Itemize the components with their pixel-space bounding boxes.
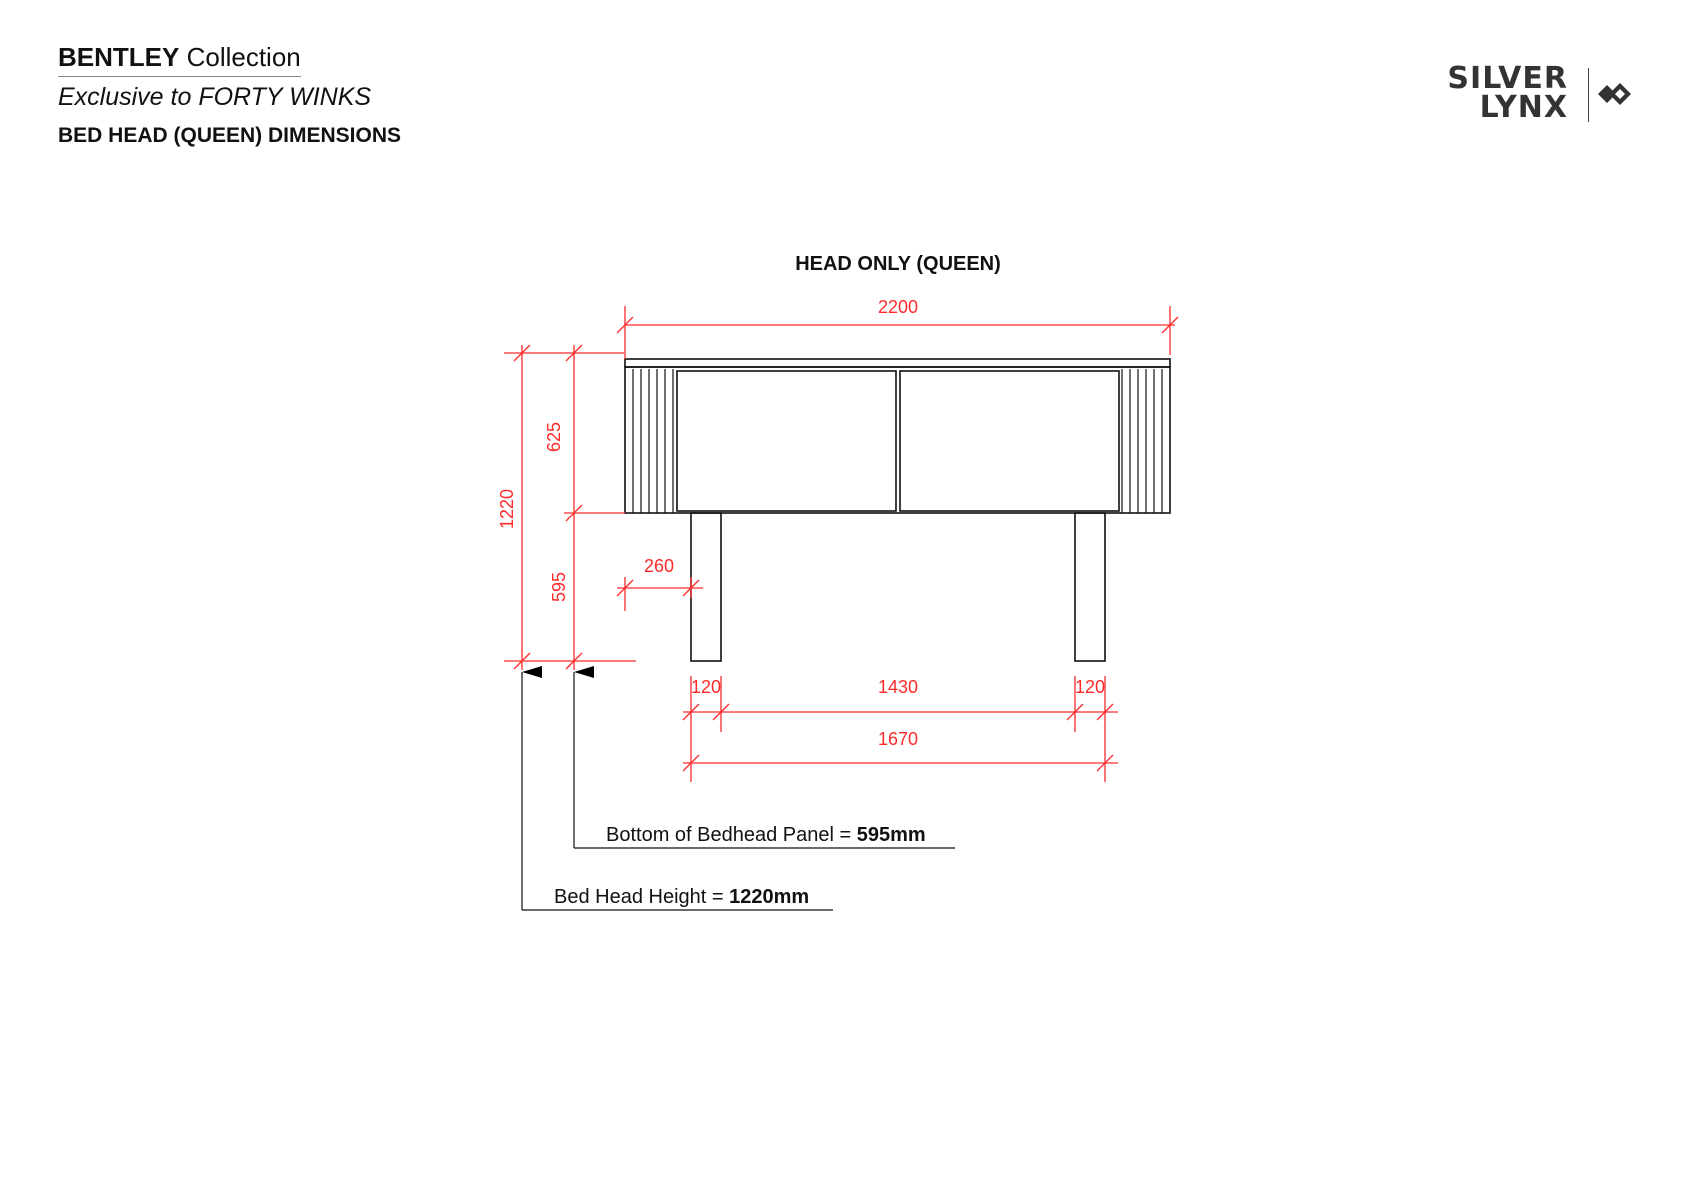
dimension-lines	[504, 306, 1178, 782]
dim-leg-width-right: 120	[1074, 677, 1106, 697]
callout-bedhead-height: Bed Head Height = 1220mm	[554, 886, 810, 908]
bedhead-outline	[625, 359, 1170, 661]
leg-right	[1075, 513, 1105, 661]
headboard-panel	[625, 367, 1170, 513]
top-cap	[625, 359, 1170, 367]
section-title: BED HEAD (QUEEN) DIMENSIONS	[58, 124, 402, 147]
upholstered-pad-left	[677, 371, 896, 511]
dim-overall-height: 1220	[497, 488, 517, 530]
callout-panel-bottom: Bottom of Bedhead Panel = 595mm	[606, 824, 926, 846]
dim-leg-width-left: 120	[690, 677, 722, 697]
dimension-labels	[497, 297, 1105, 749]
dim-overall-width: 2200	[877, 297, 919, 317]
brand-name: BENTLEY	[58, 42, 180, 72]
logo-line-2: LYNX	[1479, 90, 1568, 125]
fluted-slats	[633, 369, 1162, 513]
dim-leg-inset: 260	[643, 556, 675, 576]
leg-left	[691, 513, 721, 661]
dim-leg-height: 595	[549, 571, 569, 603]
dim-legs-outer: 1670	[877, 729, 919, 749]
drawing-title: HEAD ONLY (QUEEN)	[795, 253, 1001, 275]
dim-leg-gap: 1430	[877, 677, 919, 697]
upholstered-pad-right	[900, 371, 1119, 511]
dim-panel-height: 625	[544, 421, 564, 453]
collection-label: Collection	[186, 42, 301, 72]
logo-line-1: SILVER	[1447, 61, 1568, 96]
exclusive-note: Exclusive to FORTY WINKS	[58, 83, 372, 111]
callout-leaders	[522, 672, 955, 910]
